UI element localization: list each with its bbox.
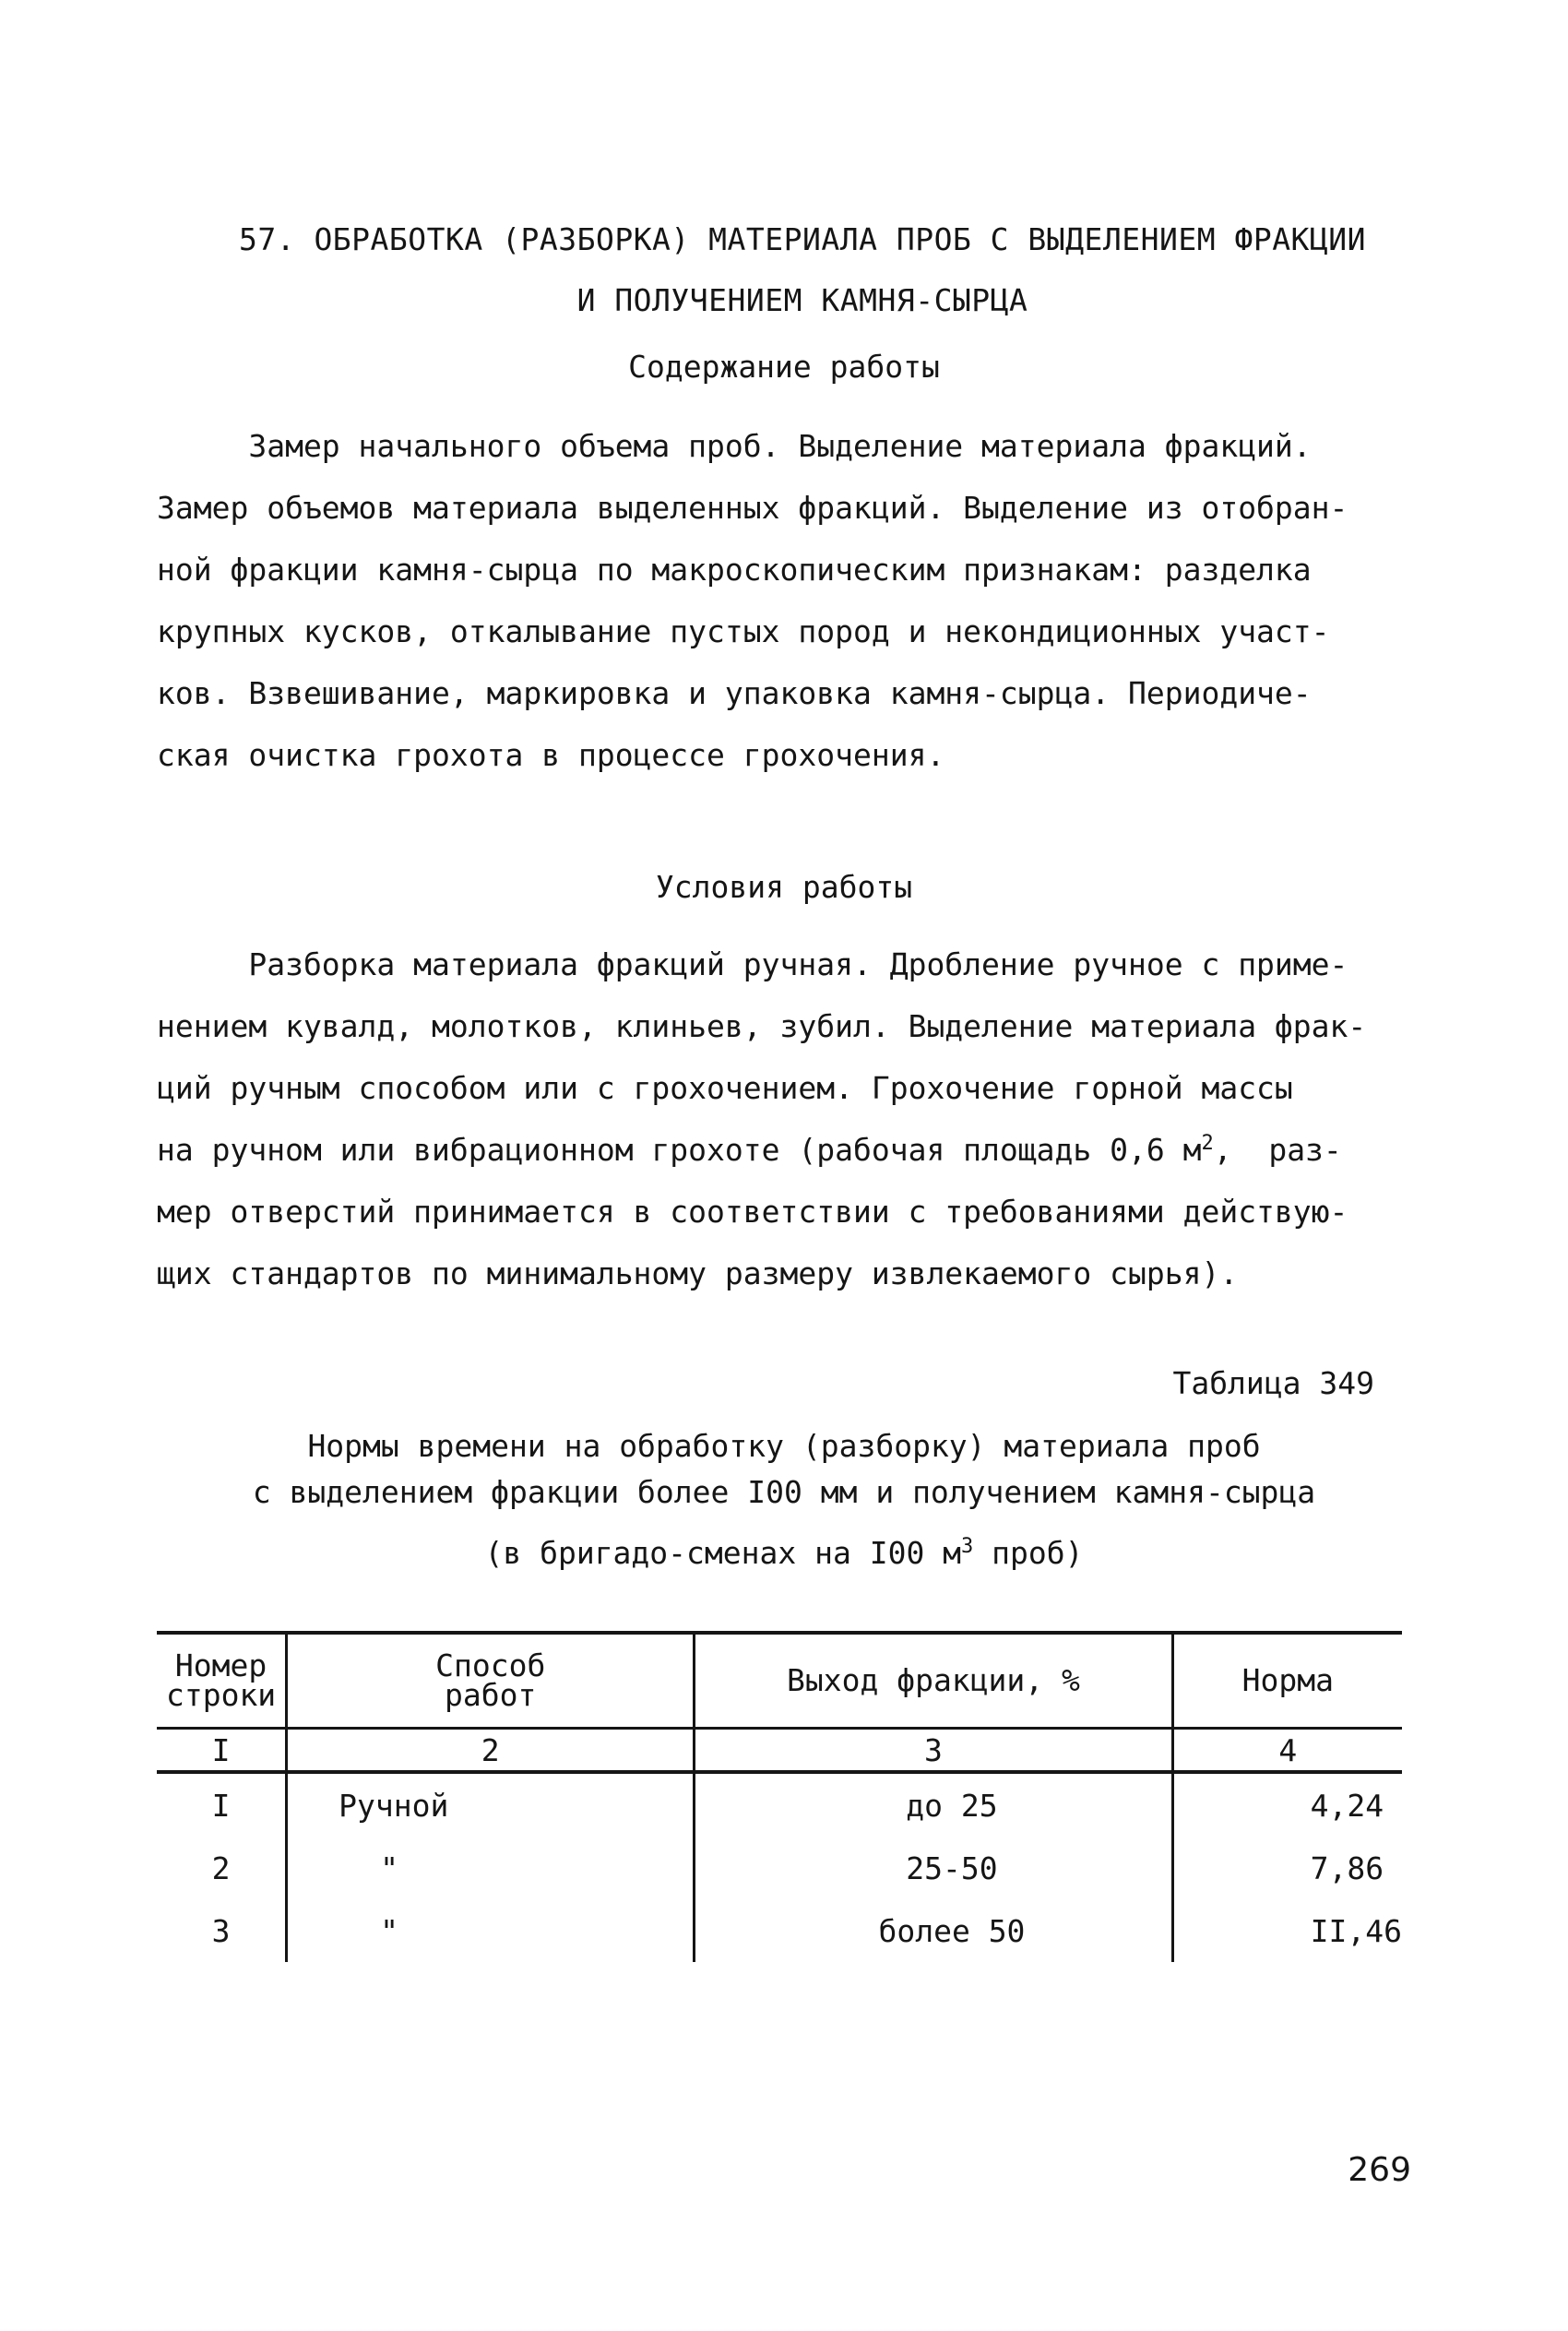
conditions-paragraph (157, 934, 1411, 1304)
caption-units-tail: проб) (973, 1535, 1084, 1571)
norm-cell: 7,86 (1310, 1849, 1384, 1886)
header-fraction-yield: Выход фракции, % (695, 1633, 1172, 1729)
table-number-label: Таблица 349 (1172, 1365, 1374, 1401)
norm-cell: II,46 (1310, 1912, 1402, 1949)
table-caption-line-2: с выделением фракции более I00 мм и получением камня-сырца (252, 1474, 1316, 1510)
table-row (157, 1899, 1402, 1962)
conditions-line-text: на ручном или вибрационном грохоте (рабочая площадь 0,6 м (157, 1132, 1202, 1168)
content-line: Замер начального объема проб. Выделение материала фракций. (157, 428, 1312, 464)
yield-cell: более 50 (695, 1899, 1172, 1962)
conditions-line: щих стандартов по минимальному размеру извлекаемого сырья). (157, 1255, 1239, 1291)
norm-cell: 4,24 (1310, 1787, 1384, 1824)
conditions-line: мер отверстий принимается в соответствии с требованиями действую- (157, 1194, 1348, 1230)
page-number: 269 (1348, 2151, 1411, 2189)
content-line: ская очистка грохота в процессе грохочения. (157, 737, 945, 773)
method-cell: Ручной (287, 1772, 695, 1837)
column-number: 2 (287, 1729, 695, 1773)
header-row-number: Номер строки (157, 1633, 287, 1729)
column-number: 4 (1172, 1729, 1402, 1773)
row-number-cell: I (157, 1772, 287, 1837)
conditions-subheading: Условия работы (655, 869, 913, 905)
content-line: ной фракции камня-сырца по макроскопическим признакам: разделка (157, 552, 1312, 588)
row-number-cell: 2 (157, 1837, 287, 1899)
header-work-method: Способ работ (287, 1633, 695, 1729)
method-cell: " (287, 1837, 695, 1899)
norms-table (157, 1631, 1402, 1962)
section-heading-line-2: И ПОЛУЧЕНИЕМ КАМНЯ-СЫРЦА (576, 282, 1028, 318)
superscript-2: 2 (1201, 1132, 1214, 1155)
conditions-line-tail: , раз- (1213, 1132, 1342, 1168)
yield-cell: до 25 (695, 1772, 1172, 1837)
content-subheading: Содержание работы (628, 349, 940, 385)
table-caption-line-3 (0, 1535, 1568, 1571)
table-row (157, 1837, 1402, 1899)
content-line: Замер объемов материала выделенных фракций. Выделение из отобран- (157, 490, 1348, 526)
conditions-line-with-superscript (157, 1119, 1411, 1181)
column-number: I (157, 1729, 287, 1773)
column-number: 3 (695, 1729, 1172, 1773)
superscript-3: 3 (961, 1535, 974, 1558)
section-heading-line-1: 57. ОБРАБОТКА (РАЗБОРКА) МАТЕРИАЛА ПРОБ С ВЫДЕЛЕНИЕМ ФРАКЦИИ (238, 221, 1367, 257)
content-line: ков. Взвешивание, маркировка и упаковка камня-сырца. Периодиче- (157, 675, 1312, 711)
table-row (157, 1772, 1402, 1837)
method-cell: " (287, 1899, 695, 1962)
row-number-cell: 3 (157, 1899, 287, 1962)
yield-cell: 25-50 (695, 1837, 1172, 1899)
conditions-line: нением кувалд, молотков, клиньев, зубил. Выделение материала фрак- (157, 1008, 1367, 1044)
content-line: крупных кусков, откалывание пустых пород и некондиционных участ- (157, 613, 1330, 649)
caption-units-text: (в бригадо-сменах на I00 м (484, 1535, 962, 1571)
table-caption-line-1: Нормы времени на обработку (разборку) материала проб (307, 1428, 1261, 1464)
header-norm: Норма (1172, 1633, 1402, 1729)
conditions-line: Разборка материала фракций ручная. Дробление ручное с приме- (157, 946, 1348, 982)
column-numbers-row (157, 1729, 1402, 1773)
conditions-line: ций ручным способом или с грохочением. Грохочение горной массы (157, 1070, 1293, 1106)
content-paragraph (157, 415, 1411, 786)
table-header-row (157, 1633, 1402, 1729)
